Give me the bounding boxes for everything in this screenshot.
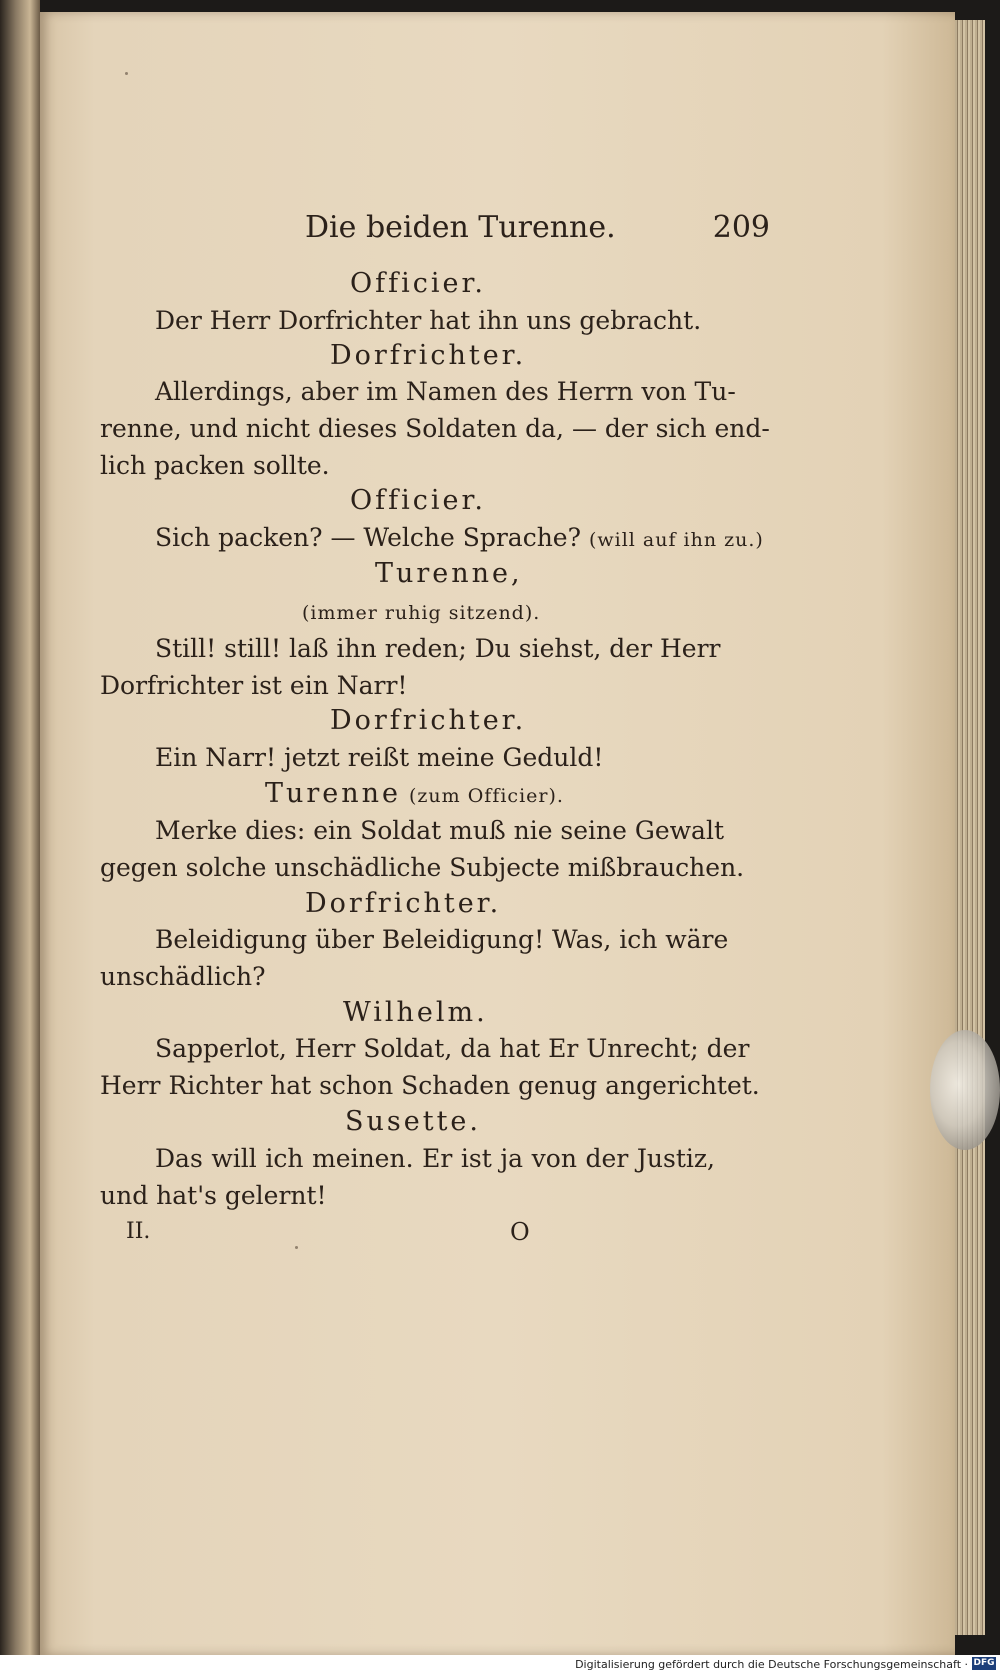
paper-speck — [125, 72, 128, 75]
dialogue-text: Sich packen? — Welche Sprache? — [155, 523, 582, 552]
speaker-name: Dorfrichter. — [330, 340, 527, 371]
speaker-name: Dorfrichter. — [305, 888, 502, 919]
speaker-name: Dorfrichter. — [330, 705, 527, 736]
text-line: Beleidigung über Beleidigung! Was, ich wäre — [155, 925, 729, 954]
text-line: Merke dies: ein Soldat muß nie seine Gewalt — [155, 816, 725, 845]
speaker-name: Turenne, — [375, 558, 523, 589]
text-line: Der Herr Dorfrichter hat ihn uns gebracht. — [155, 306, 702, 335]
stage-direction: (will auf ihn zu.) — [588, 529, 764, 551]
text-line: lich packen sollte. — [100, 451, 330, 480]
page-stack-edge — [955, 20, 985, 1635]
dfg-logo: DFG — [973, 1658, 995, 1668]
text-line — [155, 522, 764, 556]
text-line: Das will ich meinen. Er ist ja von der Justiz, — [155, 1144, 715, 1173]
text-line: Allerdings, aber im Namen des Herrn von Tu- — [155, 377, 736, 406]
digitization-credit: Digitalisierung gefördert durch die Deutsche Forschungsgemeinschaft · — [575, 1658, 968, 1671]
speaker-name: Officier. — [350, 485, 487, 516]
text-line: Herr Richter hat schon Schaden genug angerichtet. — [100, 1071, 760, 1100]
speaker-name: Wilhelm. — [343, 997, 488, 1028]
page-number: 209 — [712, 210, 770, 245]
stage-direction: (zum Officier). — [409, 785, 564, 807]
text-line: renne, und nicht dieses Soldaten da, — der sich end- — [100, 414, 770, 443]
catchword: O — [510, 1218, 530, 1246]
text-line: und hat's gelernt! — [100, 1181, 327, 1210]
running-title: Die beiden Turenne. — [305, 210, 616, 245]
page-clip — [930, 1030, 1000, 1150]
running-header — [305, 210, 770, 254]
text-line: Still! still! laß ihn reden; Du siehst, der Herr — [155, 634, 721, 663]
text-line: gegen solche unschädliche Subjecte mißbrauchen. — [100, 853, 745, 882]
left-page-edge — [0, 0, 40, 1655]
speaker-name: Turenne — [265, 778, 402, 809]
speaker-name: Officier. — [350, 268, 487, 299]
text-line — [265, 778, 564, 812]
text-line: unschädlich? — [100, 962, 266, 991]
signature-mark: II. — [126, 1219, 151, 1244]
text-line: Sapperlot, Herr Soldat, da hat Er Unrecht; der — [155, 1034, 750, 1063]
text-line: Dorfrichter ist ein Narr! — [100, 671, 408, 700]
stage-direction: (immer ruhig sitzend). — [302, 602, 541, 624]
speaker-name: Susette. — [345, 1106, 481, 1137]
paper-speck — [295, 1246, 298, 1249]
text-line: Ein Narr! jetzt reißt meine Geduld! — [155, 743, 604, 772]
